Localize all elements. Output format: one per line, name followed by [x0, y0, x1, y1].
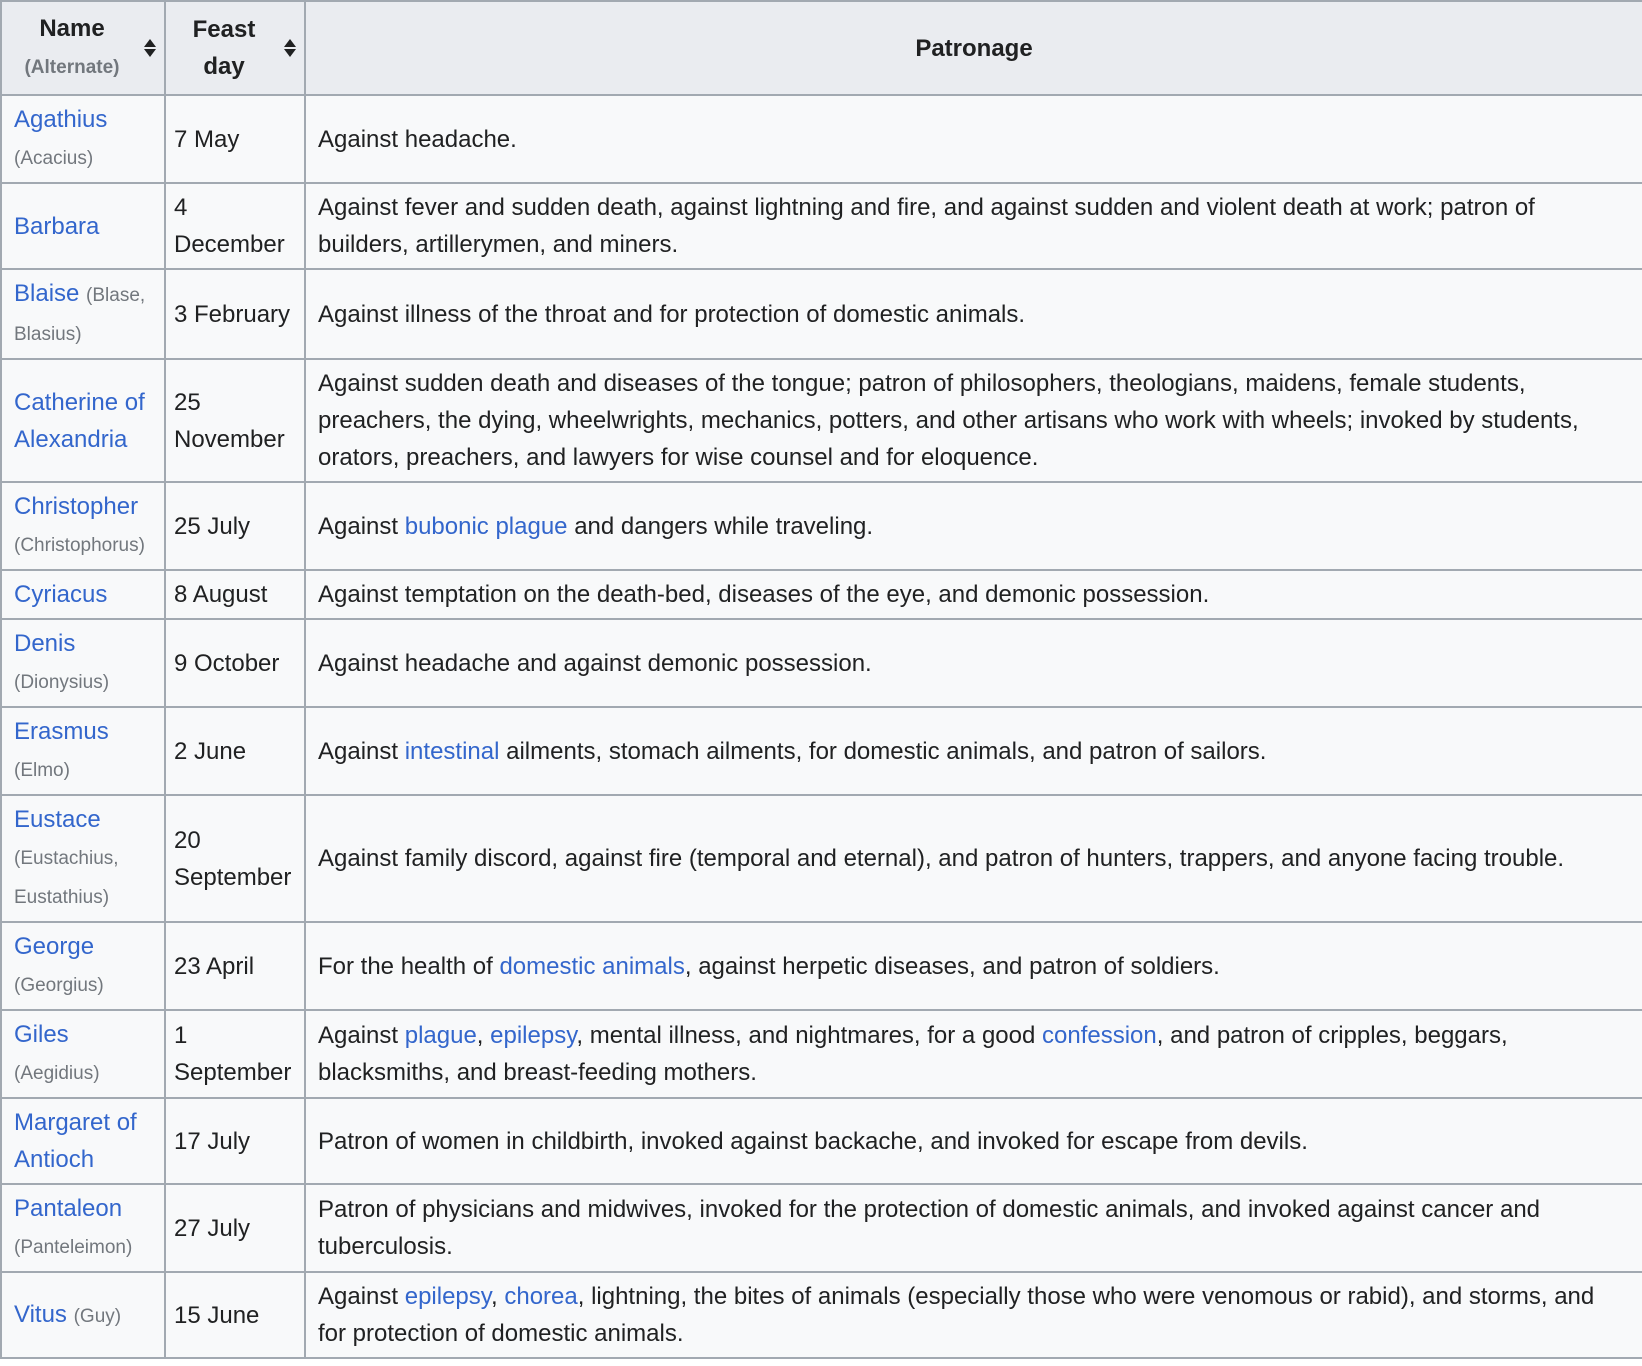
alternate-name: (Blase, Blasius): [14, 285, 146, 345]
alternate-name: (Panteleimon): [14, 1237, 133, 1258]
saint-link[interactable]: Margaret of Antioch: [14, 1109, 137, 1173]
alternate-name: (Elmo): [14, 760, 70, 781]
saint-link[interactable]: Barbara: [14, 212, 100, 240]
saint-link[interactable]: Cyriacus: [14, 581, 108, 608]
feast-day-cell: 17 July: [165, 1098, 305, 1184]
saint-link[interactable]: Erasmus: [14, 718, 109, 745]
patronage-link[interactable]: chorea: [504, 1283, 578, 1310]
patronage-cell: Against epilepsy, chorea, lightning, the bites of animals (especially those who were venomous or rabid), and storms, and for protection of domestic animals.: [305, 1272, 1642, 1358]
name-cell: [1, 1272, 165, 1358]
alternate-name: (Eustachius, Eustathius): [14, 848, 119, 908]
name-cell: [1, 922, 165, 1010]
table-row: [1, 1184, 1642, 1272]
saint-link[interactable]: Eustace: [14, 806, 101, 833]
patronage-cell: Against headache and against demonic possession.: [305, 619, 1642, 707]
table-row: [1, 619, 1642, 707]
feast-day-cell: 9 October: [165, 619, 305, 707]
feast-day-cell: 23 April: [165, 922, 305, 1010]
sort-icon[interactable]: [284, 38, 297, 58]
name-cell: [1, 359, 165, 482]
saint-link[interactable]: George: [14, 933, 95, 960]
name-cell: [1, 183, 165, 269]
saint-link[interactable]: Agathius: [14, 106, 108, 133]
name-cell: [1, 795, 165, 922]
column-header-name[interactable]: [1, 1, 165, 95]
saint-link[interactable]: Pantaleon: [14, 1195, 123, 1222]
patronage-link[interactable]: bubonic plague: [404, 512, 568, 540]
header-row: [1, 1, 1642, 95]
table-row: [1, 795, 1642, 922]
patronage-cell: Against headache.: [305, 95, 1642, 183]
header-label-patronage: Patronage: [915, 34, 1033, 62]
table-row: [1, 95, 1642, 183]
table-row: [1, 1010, 1642, 1098]
feast-day-cell: 25 July: [165, 482, 305, 570]
patronage-cell: Against fever and sudden death, against lightning and fire, and against sudden and violent death at work; patron of builders, artillerymen, and miners.: [305, 183, 1642, 269]
patronage-link[interactable]: intestinal: [404, 737, 500, 765]
table-row: [1, 269, 1642, 359]
feast-day-cell: 7 May: [165, 95, 305, 183]
table-row: [1, 1098, 1642, 1184]
name-cell: [1, 1098, 165, 1184]
alternate-name: (Guy): [73, 1305, 122, 1327]
name-cell: [1, 95, 165, 183]
patronage-link[interactable]: plague: [404, 1022, 477, 1049]
feast-day-cell: 15 June: [165, 1272, 305, 1358]
patronage-link[interactable]: epilepsy: [490, 1022, 577, 1049]
patronage-link[interactable]: domestic animals: [499, 952, 685, 980]
table-row: [1, 922, 1642, 1010]
name-cell: [1, 482, 165, 570]
name-cell: [1, 707, 165, 795]
alternate-name: (Georgius): [14, 975, 104, 996]
feast-day-cell: 25 November: [165, 359, 305, 482]
feast-day-cell: 8 August: [165, 570, 305, 619]
header-label-feast-day: Feast day: [192, 16, 256, 80]
column-header-patronage: [305, 1, 1642, 95]
column-header-feast-day[interactable]: [165, 1, 305, 95]
saint-link[interactable]: Denis: [14, 630, 76, 657]
patronage-cell: Patron of physicians and midwives, invoked for the protection of domestic animals, and invoked against cancer and tuberculosis.: [305, 1184, 1642, 1272]
table-row: [1, 359, 1642, 482]
patronage-cell: Against temptation on the death-bed, diseases of the eye, and demonic possession.: [305, 570, 1642, 619]
name-cell: [1, 619, 165, 707]
patronage-cell: Against sudden death and diseases of the tongue; patron of philosophers, theologians, maidens, female students, preachers, the dying, wheelwrights, mechanics, potters, and other artisans who work with wheels; invoked by students, orators, preachers, and lawyers for wise counsel and for eloquence.: [305, 359, 1642, 482]
name-cell: [1, 1010, 165, 1098]
table-row: [1, 707, 1642, 795]
patronage-link[interactable]: epilepsy: [404, 1283, 491, 1310]
feast-day-cell: 2 June: [165, 707, 305, 795]
patronage-cell: For the health of domestic animals, against herpetic diseases, and patron of soldiers.: [305, 922, 1642, 1010]
saint-link[interactable]: Giles: [14, 1021, 69, 1048]
saint-link[interactable]: Christopher: [14, 493, 139, 520]
table-row: [1, 1272, 1642, 1358]
patronage-cell: Against plague, epilepsy, mental illness, and nightmares, for a good confession, and patron of cripples, beggars, blacksmiths, and breast-feeding mothers.: [305, 1010, 1642, 1098]
patronage-cell: Against intestinal ailments, stomach ailments, for domestic animals, and patron of sailors.: [305, 707, 1642, 795]
alternate-name: (Christophorus): [14, 535, 145, 556]
alternate-name: (Acacius): [14, 148, 94, 169]
patronage-cell: Patron of women in childbirth, invoked against backache, and invoked for escape from devils.: [305, 1098, 1642, 1184]
saint-link[interactable]: Vitus: [14, 1300, 67, 1328]
patronage-link[interactable]: confession: [1042, 1022, 1157, 1049]
saint-link[interactable]: Catherine of Alexandria: [14, 388, 145, 453]
table-body: [1, 95, 1642, 1358]
name-cell: [1, 570, 165, 619]
alternate-name: (Dionysius): [14, 672, 110, 693]
feast-day-cell: 1 September: [165, 1010, 305, 1098]
alternate-name: (Aegidius): [14, 1063, 100, 1084]
header-label-name: Name: [39, 15, 105, 42]
table-row: [1, 482, 1642, 570]
table-row: [1, 570, 1642, 619]
feast-day-cell: 4 December: [165, 183, 305, 269]
feast-day-cell: 27 July: [165, 1184, 305, 1272]
name-cell: [1, 269, 165, 359]
feast-day-cell: 3 February: [165, 269, 305, 359]
patronage-cell: Against bubonic plague and dangers while traveling.: [305, 482, 1642, 570]
patronage-cell: Against family discord, against fire (temporal and eternal), and patron of hunters, trappers, and anyone facing trouble.: [305, 795, 1642, 922]
header-sublabel-alternate: (Alternate): [24, 57, 120, 78]
table-row: [1, 183, 1642, 269]
feast-day-cell: 20 September: [165, 795, 305, 922]
saint-link[interactable]: Blaise: [14, 280, 80, 307]
sort-icon[interactable]: [144, 38, 157, 58]
patronage-cell: Against illness of the throat and for protection of domestic animals.: [305, 269, 1642, 359]
name-cell: [1, 1184, 165, 1272]
